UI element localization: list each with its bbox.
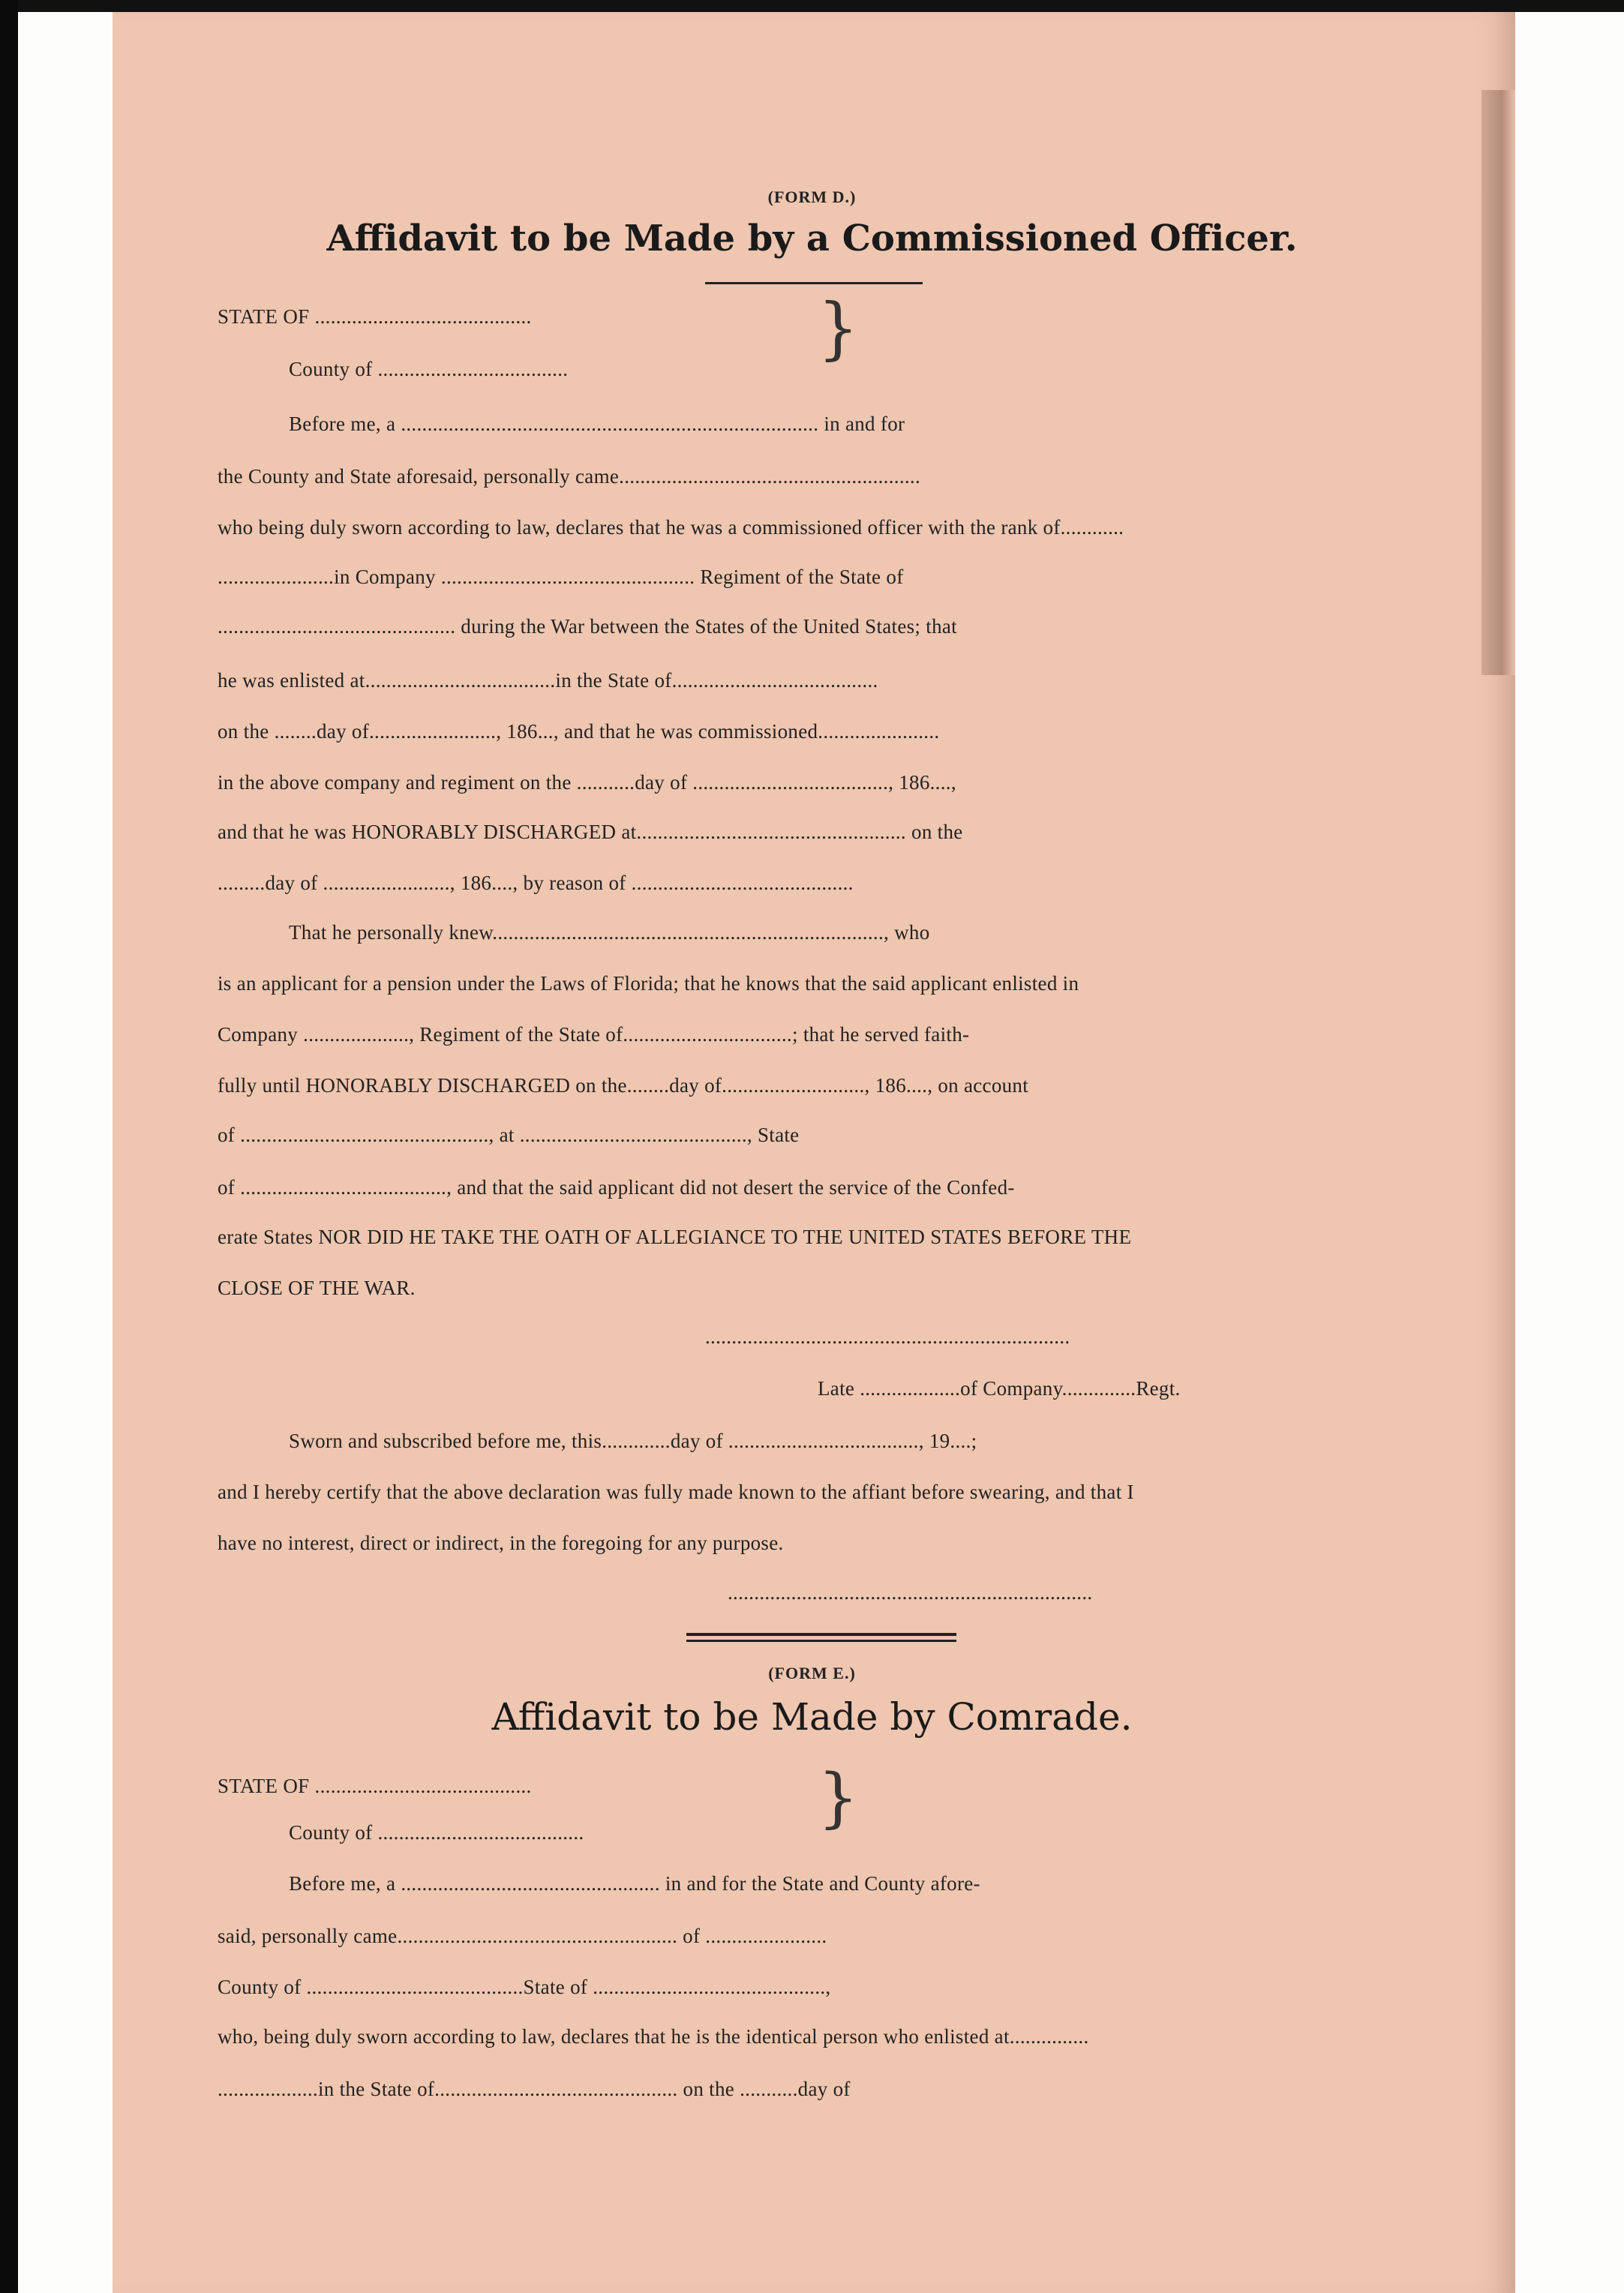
form-d-line-3: the County and State aforesaid, personally came.........................................................: [218, 465, 921, 488]
form-d-line-12: That he personally knew.........................................................................., who: [289, 921, 930, 944]
form-d-late-line: Late ...................of Company..............Regt.: [818, 1377, 1181, 1400]
form-d-line-22: Sworn and subscribed before me, this.............day of ...................................., 19....;: [289, 1430, 977, 1452]
form-d-line-6: ............................................. during the War between the States of the United States; that: [218, 615, 957, 638]
form-e-title: Affidavit to be Made by Comrade.: [491, 1695, 1133, 1739]
form-d-title: Affidavit to be Made by a Commissioned Officer.: [326, 218, 1298, 260]
form-d-line-19: CLOSE OF THE WAR.: [218, 1277, 416, 1299]
form-e-state-line: STATE OF .........................................: [218, 1775, 532, 1797]
form-d-line-16: of ..............................................., at ..........................................., State: [218, 1124, 800, 1146]
form-d-line-7: he was enlisted at....................................in the State of.......................................: [218, 669, 878, 692]
form-e-brace: }: [818, 1760, 859, 1835]
form-d-officer-signature-line: .....................................................................: [728, 1581, 1093, 1604]
form-d-tag: (FORM D.): [767, 188, 857, 206]
section-separator-top: [686, 1633, 956, 1636]
paper-fold-edge: [1481, 90, 1515, 675]
form-d-line-14: Company ...................., Regiment of the State of................................; that he served faith-: [218, 1023, 970, 1046]
scan-left-border: [0, 0, 18, 2293]
form-d-line-5: ......................in Company ................................................ Regiment of the State of: [218, 566, 904, 588]
form-e-line-4: County of .........................................State of ............................................,: [218, 1976, 831, 1998]
form-d-title-rule: [705, 282, 923, 284]
form-d-line-8: on the ........day of........................, 186..., and that he was commissioned.......................: [218, 720, 940, 743]
document-sheet: [113, 12, 1515, 2293]
section-separator-bottom: [686, 1640, 956, 1642]
form-d-line-23: and I hereby certify that the above declaration was fully made known to the affiant before swearing, and that I: [218, 1481, 1134, 1503]
form-d-line-18: erate States NOR DID HE TAKE THE OATH OF ALLEGIANCE TO THE UNITED STATES BEFORE THE: [218, 1226, 1132, 1248]
form-d-line-13: is an applicant for a pension under the Laws of Florida; that he knows that the said applicant enlisted in: [218, 972, 1079, 995]
form-e-county-line: County of .......................................: [289, 1821, 584, 1844]
form-d-brace: }: [818, 289, 859, 368]
form-e-line-2: Before me, a ................................................. in and for the State and County afore-: [289, 1872, 980, 1895]
form-d-state-line: STATE OF .........................................: [218, 305, 532, 328]
form-d-line-4: who being duly sworn according to law, declares that he was a commissioned officer with the rank of............: [218, 516, 1124, 539]
form-d-county-line: County of ....................................: [289, 358, 569, 380]
form-e-line-6: ...................in the State of.............................................. on the ...........day of: [218, 2078, 851, 2100]
form-d-line-10: and that he was HONORABLY DISCHARGED at................................................... on the: [218, 821, 963, 843]
form-e-line-5: who, being duly sworn according to law, declares that he is the identical person who enlisted at...............: [218, 2025, 1089, 2048]
form-d-line-24: have no interest, direct or indirect, in the foregoing for any purpose.: [218, 1532, 784, 1554]
form-e-line-3: said, personally came..................................................... of .......................: [218, 1925, 827, 1947]
form-e-tag: (FORM E.): [768, 1664, 856, 1682]
form-d-line-17: of ......................................., and that the said applicant did not desert the service of the Confed-: [218, 1176, 1015, 1199]
form-d-line-2: Before me, a ............................................................................... in and for: [289, 413, 905, 435]
form-d-line-9: in the above company and regiment on the ...........day of ....................................., 186....,: [218, 771, 956, 794]
scan-top-border: [0, 0, 1624, 12]
form-d-line-11: .........day of ........................, 186...., by reason of ..........................................: [218, 872, 854, 894]
form-d-signature-line: .....................................................................: [705, 1325, 1070, 1348]
form-d-line-15: fully until HONORABLY DISCHARGED on the........day of..........................., 186...., on account: [218, 1074, 1029, 1097]
